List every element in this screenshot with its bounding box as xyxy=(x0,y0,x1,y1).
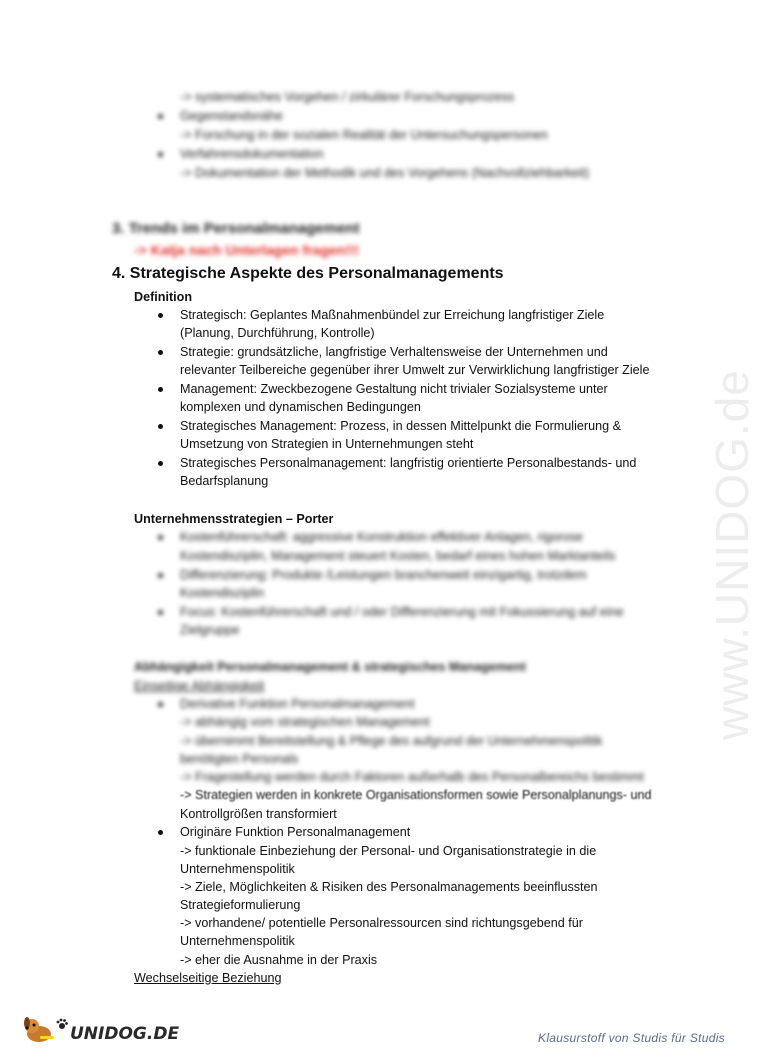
logo-text: UNIDOG.DE xyxy=(70,1024,180,1044)
blurred-bullet: Gegenstandsnähe xyxy=(180,109,283,123)
dependency-line: -> eher die Ausnahme in der Praxis xyxy=(180,953,378,967)
definition-continuation: (Planung, Durchführung, Kontrolle) xyxy=(180,326,375,340)
definition-bullet: Strategie: grundsätzliche, langfristige Verhaltensweise der Unternehmen und xyxy=(180,345,608,359)
definition-label: Definition xyxy=(134,290,193,304)
definition-bullet: Strategisches Management: Prozess, in dessen Mittelpunkt die Formulierung & xyxy=(180,419,621,433)
dependency-line: Strategieformulierung xyxy=(180,898,301,912)
blurred-line: -> systematisches Vorgehen / zirkulärer Forschungsprozess xyxy=(180,90,515,104)
blurred-line: Kostendisziplin, Management steuert Kosten, bedarf eines hohen Marktanteils xyxy=(180,549,616,563)
blurred-line: Kostendisziplin xyxy=(180,586,265,600)
paw-icon xyxy=(56,1018,68,1030)
porter-heading: Unternehmensstrategien – Porter xyxy=(134,512,334,526)
dependency-heading: Abhängigkeit Personalmanagement & strategisches Management xyxy=(134,660,526,674)
definition-continuation: komplexen und dynamischen Bedingungen xyxy=(180,400,421,414)
dependency-subheading: Einseitige Abhängigkeit xyxy=(134,679,265,693)
dependency-line: Unternehmenspolitik xyxy=(180,862,295,876)
footer-tagline: Klausurstoff von Studis für Studis xyxy=(538,1031,725,1045)
section-4-heading: 4. Strategische Aspekte des Personalmanagements xyxy=(112,265,504,282)
unidog-logo[interactable] xyxy=(22,1014,179,1044)
dependency-line: -> funktionale Einbeziehung der Personal- und Organisationstrategie in die xyxy=(180,844,597,858)
mutual-relationship-heading: Wechselseitige Beziehung xyxy=(134,971,282,985)
blurred-line: -> Forschung in der sozialen Realität der Untersuchungspersonen xyxy=(180,128,548,142)
partially-blurred-line: -> Strategien werden in konkrete Organisationsformen sowie Personalplanungs- und xyxy=(180,788,652,802)
dependency-line: -> vorhandene/ potentielle Personalressourcen sind richtungsgebend für xyxy=(180,916,583,930)
definition-bullet: Management: Zweckbezogene Gestaltung nicht trivialer Sozialsysteme unter xyxy=(180,382,608,396)
dog-icon xyxy=(22,1014,56,1044)
blurred-line: -> Fragestellung werden durch Faktoren außerhalb des Personalbereichs bestimmt xyxy=(180,770,644,784)
watermark-text: www.UNIDOG.de xyxy=(706,369,758,740)
dependency-line: Kontrollgrößen transformiert xyxy=(180,807,337,821)
dependency-line: -> Ziele, Möglichkeiten & Risiken des Personalmanagements beeinflussten xyxy=(180,880,598,894)
blurred-line: -> Dokumentation der Methodik und des Vorgehens (Nachvollziehbarkeit) xyxy=(180,166,590,180)
blurred-line: benötigten Personals xyxy=(180,752,299,766)
blurred-line: Zielgruppe xyxy=(180,623,240,637)
definition-bullet: Strategisch: Geplantes Maßnahmenbündel zur Erreichung langfristiger Ziele xyxy=(180,308,605,322)
definition-continuation: relevanter Teilbereiche gegenüber ihrer Umwelt zur Verwirklichung langfristiger Ziele xyxy=(180,363,650,377)
section-3-note: -> Katja nach Unterlagen fragen!!! xyxy=(134,242,360,258)
blurred-line: -> übernimmt Bereitstellung & Pflege des aufgrund der Unternehmenspolitik xyxy=(180,734,603,748)
dependency-line: Unternehmenspolitik xyxy=(180,934,295,948)
original-function-bullet: Originäre Funktion Personalmanagement xyxy=(180,825,411,839)
definition-continuation: Umsetzung von Strategien in Unternehmungen steht xyxy=(180,437,474,451)
blurred-bullet: Kostenführerschaft: aggressive Konstruktion effektiver Anlagen, rigorose xyxy=(180,530,583,544)
blurred-bullet: Differenzierung: Produkte /Leistungen branchenweit einzigartig, trotzdem xyxy=(180,568,587,582)
definition-bullet: Strategisches Personalmanagement: langfristig orientierte Personalbestands- und xyxy=(180,456,637,470)
blurred-bullet: Focus: Kostenführerschaft und / oder Differenzierung mit Fokussierung auf eine xyxy=(180,605,624,619)
blurred-bullet: Derivative Funktion Personalmanagement xyxy=(180,697,415,711)
section-3-heading: 3. Trends im Personalmanagement xyxy=(112,220,360,237)
blurred-bullet: Verfahrensdokumentation xyxy=(180,147,324,161)
definition-continuation: Bedarfsplanung xyxy=(180,474,269,488)
blurred-line: -> abhängig vom strategischen Management xyxy=(180,715,430,729)
